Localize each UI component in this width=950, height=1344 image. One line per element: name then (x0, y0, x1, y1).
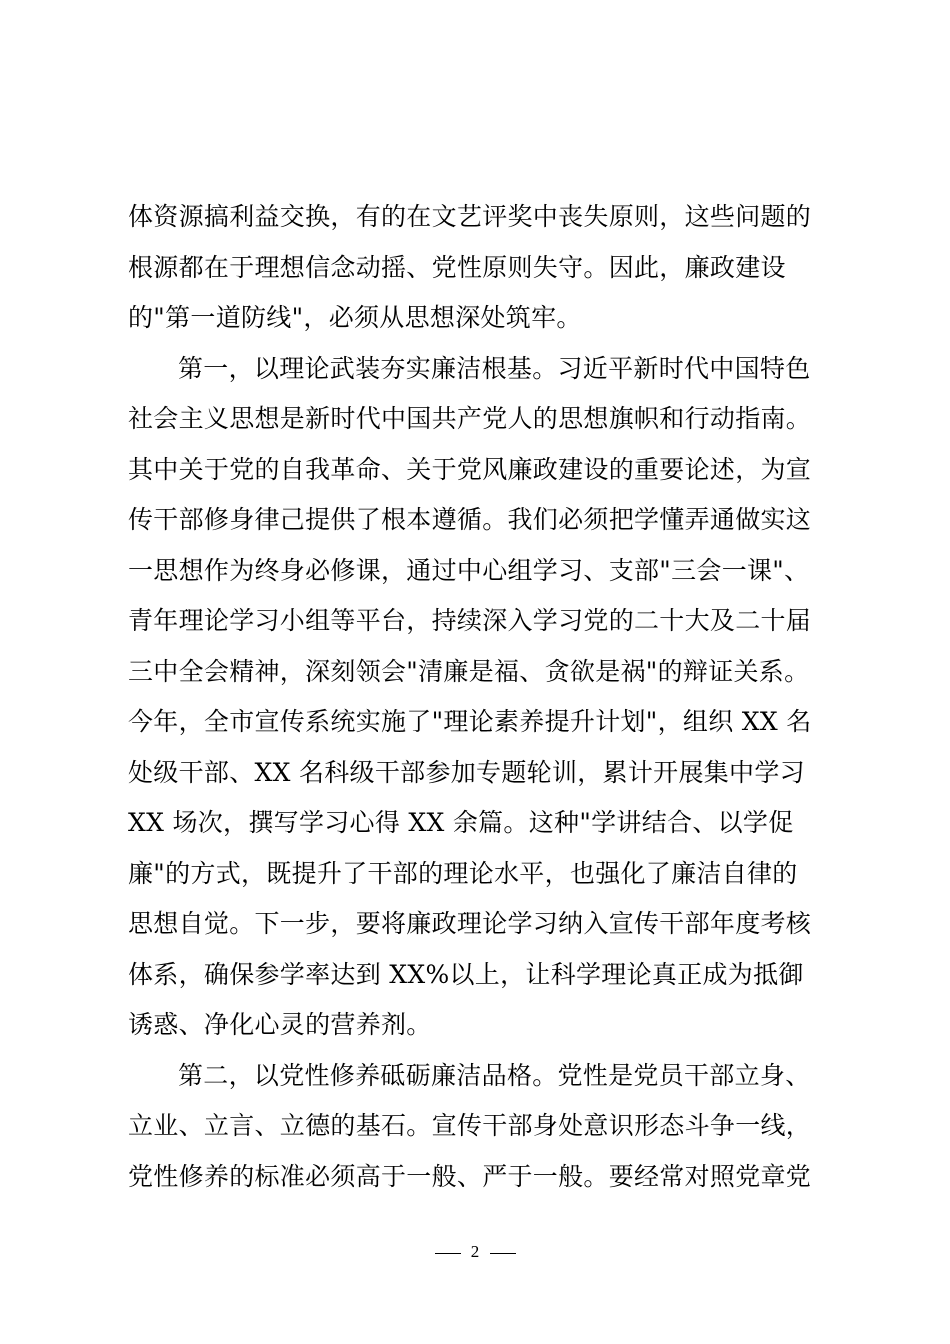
text-line: 体资源搞利益交换，有的在文艺评奖中丧失原则，这些问题的 (128, 202, 812, 231)
text-line: 今年，全市宣传系统实施了"理论素养提升计划"，组织 XX 名 (128, 707, 812, 736)
text-line: 三中全会精神，深刻领会"清廉是福、贪欲是祸"的辩证关系。 (128, 656, 810, 686)
page-footer (0, 1242, 950, 1262)
text-line: 一思想作为终身必修课，通过中心组学习、支部"三会一课"、 (128, 555, 810, 585)
text-line: XX 场次，撰写学习心得 XX 余篇。这种"学讲结合、以学促 (128, 808, 794, 837)
text-line: 思想自觉。下一步，要将廉政理论学习纳入宣传干部年度考核 (128, 909, 812, 938)
paragraph-start-line: 第二，以党性修养砥砺廉洁品格。党性是党员干部立身、 (178, 1060, 811, 1090)
page-number: 2 (470, 1242, 480, 1261)
body-text (128, 192, 824, 1202)
paragraph-start-line: 第一，以理论武装夯实廉洁根基。习近平新时代中国特色 (178, 353, 811, 383)
text-line: 其中关于党的自我革命、关于党风廉政建设的重要论述，为宣 (128, 454, 812, 484)
text-line: 传干部修身律己提供了根本遵循。我们必须把学懂弄通做实这 (128, 505, 812, 534)
text-line: 根源都在于理想信念动摇、党性原则失守。因此，廉政建设 (128, 252, 786, 282)
text-line: 社会主义思想是新时代中国共产党人的思想旗帜和行动指南。 (128, 404, 812, 433)
footer-dash-left (435, 1253, 461, 1254)
text-line: 的"第一道防线"，必须从思想深处筑牢。 (128, 303, 582, 332)
text-line: 青年理论学习小组等平台，持续深入学习党的二十大及二十届 (128, 606, 812, 635)
text-line: 体系，确保参学率达到 XX%以上，让科学理论真正成为抵御 (128, 959, 804, 989)
footer-dash-right (490, 1253, 516, 1254)
text-line: 廉"的方式，既提升了干部的理论水平，也强化了廉洁自律的 (128, 858, 798, 888)
text-line: 处级干部、XX 名科级干部参加专题轮训，累计开展集中学习 (128, 757, 805, 787)
text-line: 党性修养的标准必须高于一般、严于一般。要经常对照党章党 (128, 1161, 812, 1191)
text-line: 诱惑、净化心灵的营养剂。 (128, 1010, 432, 1039)
text-line: 立业、立言、立德的基石。宣传干部身处意识形态斗争一线， (128, 1111, 812, 1140)
